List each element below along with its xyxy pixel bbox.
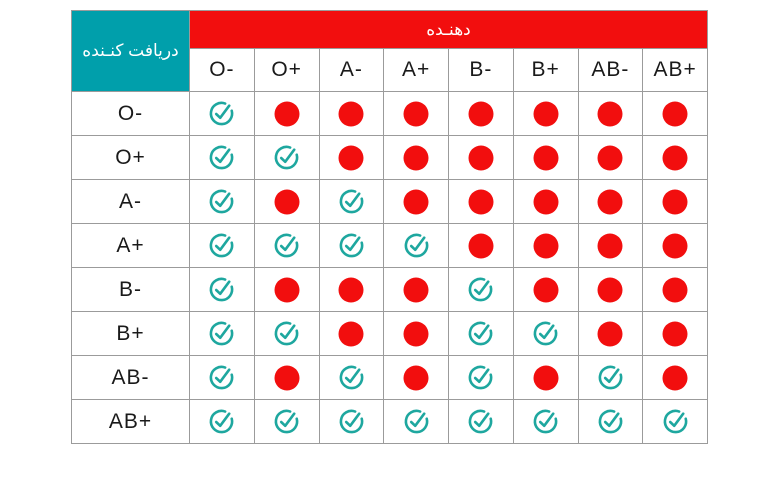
red-dot-icon (578, 312, 643, 356)
check-circle-icon (319, 356, 384, 400)
red-dot-icon (384, 92, 449, 136)
red-dot-icon (449, 92, 514, 136)
check-circle-icon (190, 92, 255, 136)
check-circle-icon (319, 400, 384, 444)
red-dot-icon (513, 180, 578, 224)
recipient-row-header-o+: O+ (72, 136, 190, 180)
check-circle-icon (449, 400, 514, 444)
donor-col-header-o+: O+ (254, 49, 319, 92)
donor-col-header-a+: A+ (384, 49, 449, 92)
red-dot-icon (254, 268, 319, 312)
red-dot-icon (449, 136, 514, 180)
red-dot-icon (319, 92, 384, 136)
red-dot-icon (384, 312, 449, 356)
red-dot-icon (319, 136, 384, 180)
red-dot-icon (319, 312, 384, 356)
red-dot-icon (578, 136, 643, 180)
check-circle-icon (643, 400, 708, 444)
check-circle-icon (190, 268, 255, 312)
table-row-ab- (72, 356, 708, 400)
table-row-b+ (72, 312, 708, 356)
check-circle-icon (254, 400, 319, 444)
table-row-ab+ (72, 400, 708, 444)
red-dot-icon (513, 268, 578, 312)
check-circle-icon (319, 224, 384, 268)
recipient-row-header-ab-: AB- (72, 356, 190, 400)
red-dot-icon (384, 356, 449, 400)
check-circle-icon (190, 224, 255, 268)
check-circle-icon (190, 312, 255, 356)
check-circle-icon (190, 136, 255, 180)
table-row-o- (72, 92, 708, 136)
check-circle-icon (513, 312, 578, 356)
red-dot-icon (643, 268, 708, 312)
table-row-b- (72, 268, 708, 312)
red-dot-icon (384, 180, 449, 224)
check-circle-icon (319, 180, 384, 224)
check-circle-icon (254, 312, 319, 356)
donor-col-header-b-: B- (449, 49, 514, 92)
check-circle-icon (578, 400, 643, 444)
check-circle-icon (449, 312, 514, 356)
red-dot-icon (513, 136, 578, 180)
red-dot-icon (449, 180, 514, 224)
donor-col-header-b+: B+ (513, 49, 578, 92)
donor-col-header-ab+: AB+ (643, 49, 708, 92)
check-circle-icon (190, 356, 255, 400)
table-row-a- (72, 180, 708, 224)
red-dot-icon (513, 92, 578, 136)
table-row-a+ (72, 224, 708, 268)
red-dot-icon (513, 224, 578, 268)
red-dot-icon (578, 224, 643, 268)
donor-col-header-o-: O- (190, 49, 255, 92)
recipient-group-header: دریافت کنـنده (72, 11, 190, 92)
red-dot-icon (643, 224, 708, 268)
compatibility-table (71, 10, 708, 444)
recipient-row-header-b-: B- (72, 268, 190, 312)
check-circle-icon (449, 268, 514, 312)
red-dot-icon (643, 136, 708, 180)
red-dot-icon (643, 312, 708, 356)
donor-group-header: دهنـده (190, 11, 708, 49)
check-circle-icon (190, 180, 255, 224)
check-circle-icon (449, 356, 514, 400)
donor-col-header-a-: A- (319, 49, 384, 92)
check-circle-icon (384, 400, 449, 444)
recipient-row-header-ab+: AB+ (72, 400, 190, 444)
recipient-row-header-a+: A+ (72, 224, 190, 268)
red-dot-icon (643, 92, 708, 136)
recipient-row-header-a-: A- (72, 180, 190, 224)
recipient-row-header-o-: O- (72, 92, 190, 136)
recipient-row-header-b+: B+ (72, 312, 190, 356)
check-circle-icon (513, 400, 578, 444)
check-circle-icon (384, 224, 449, 268)
check-circle-icon (254, 224, 319, 268)
red-dot-icon (643, 180, 708, 224)
red-dot-icon (384, 136, 449, 180)
check-circle-icon (190, 400, 255, 444)
red-dot-icon (578, 268, 643, 312)
red-dot-icon (254, 356, 319, 400)
donor-col-header-ab-: AB- (578, 49, 643, 92)
red-dot-icon (513, 356, 578, 400)
red-dot-icon (578, 180, 643, 224)
table-row-o+ (72, 136, 708, 180)
check-circle-icon (254, 136, 319, 180)
red-dot-icon (578, 92, 643, 136)
red-dot-icon (254, 180, 319, 224)
red-dot-icon (449, 224, 514, 268)
red-dot-icon (384, 268, 449, 312)
check-circle-icon (578, 356, 643, 400)
red-dot-icon (643, 356, 708, 400)
red-dot-icon (319, 268, 384, 312)
red-dot-icon (254, 92, 319, 136)
